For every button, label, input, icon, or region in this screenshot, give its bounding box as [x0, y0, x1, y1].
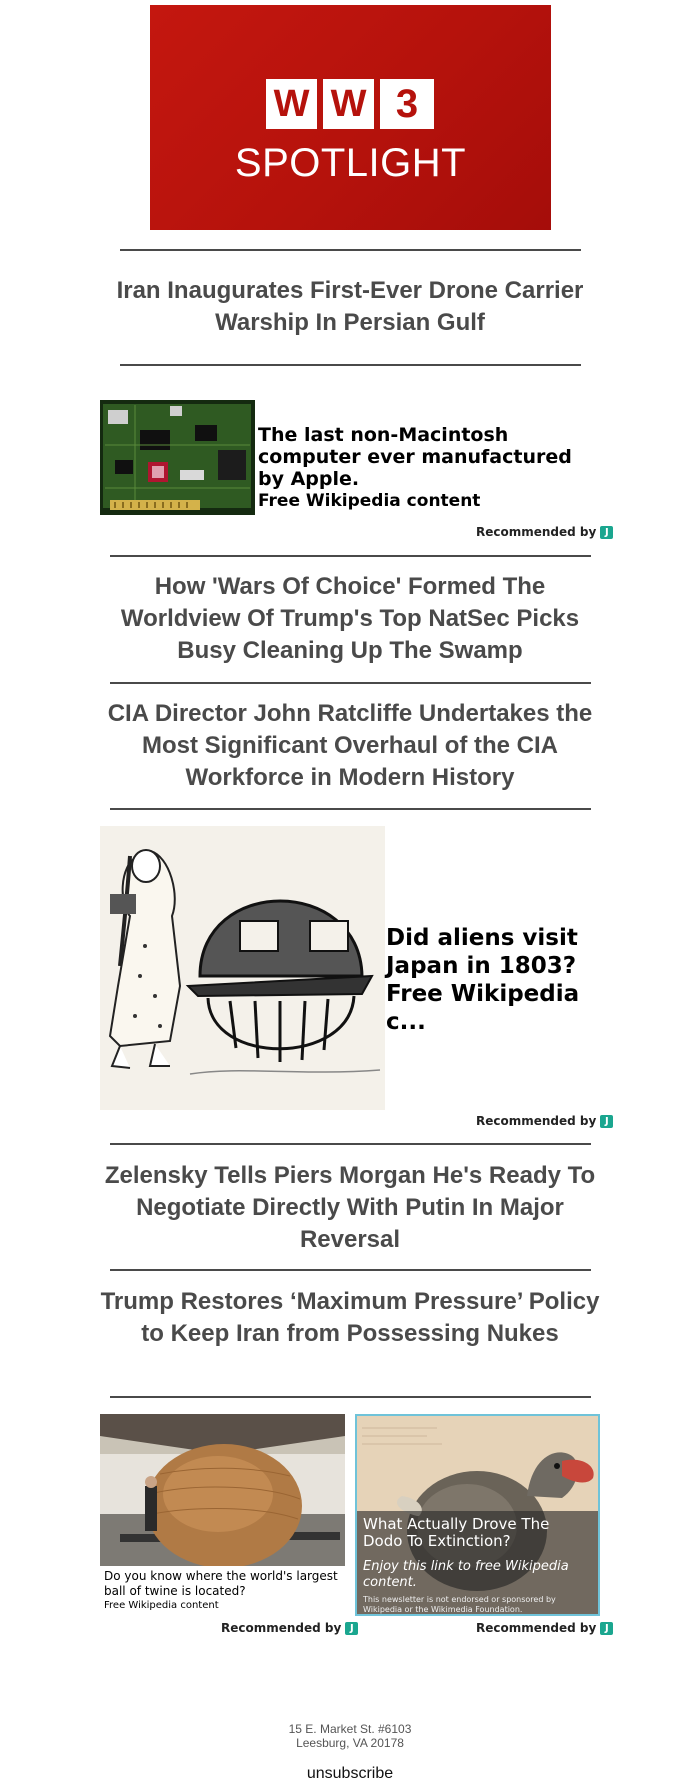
promo-apple-title: The last non-Macintosh computer ever manufactured by Apple.: [258, 424, 572, 490]
recommended-by-badge[interactable]: [476, 524, 613, 540]
promo-japan-text[interactable]: [386, 924, 596, 1036]
promo-card-dodo[interactable]: [355, 1414, 600, 1616]
divider: [110, 682, 591, 684]
promo-apple-text[interactable]: [258, 424, 598, 512]
divider: [110, 1143, 591, 1145]
unsubscribe-link[interactable]: unsubscribe: [306, 1765, 394, 1782]
promo-dodo-title: What Actually Drove The Dodo To Extinction?: [363, 1515, 550, 1550]
promo-image-twine[interactable]: [100, 1414, 345, 1566]
headline-link[interactable]: Iran Inaugurates First-Ever Drone Carrier Warship In Persian Gulf: [116, 277, 584, 336]
recommended-logo-icon: J: [600, 1622, 613, 1635]
divider: [120, 364, 581, 366]
promo-twine-sub: Free Wikipedia content: [104, 1600, 219, 1611]
recommended-by-badge[interactable]: [221, 1620, 358, 1636]
footer-address-line2: Leesburg, VA 20178: [296, 1736, 404, 1750]
promo-image-japan[interactable]: [100, 826, 385, 1110]
logo-letter-boxes: [266, 79, 434, 135]
recommended-label: Recommended by: [476, 525, 597, 539]
promo-dodo-sub: Enjoy this link to free Wikipedia content.: [363, 1559, 569, 1590]
logo-box-w2: W: [323, 79, 374, 129]
logo-box-w1: W: [266, 79, 317, 129]
headline-link[interactable]: Zelensky Tells Piers Morgan He's Ready To Negotiate Directly With Putin In Major Reversal: [104, 1162, 596, 1253]
utsuro-bune-illustration: [100, 826, 385, 1110]
twine-ball-photo: [100, 1414, 345, 1566]
divider: [110, 555, 591, 557]
promo-twine-title: Do you know where the world's largest ball of twine is located?: [104, 1569, 338, 1598]
recommended-by-badge[interactable]: [476, 1620, 613, 1636]
promo-dodo-disclaimer: This newsletter is not endorsed or sponsored by Wikipedia or the Wikimedia Foundation.: [363, 1595, 556, 1614]
promo-japan-sub: Free Wikipedia c...: [386, 981, 580, 1035]
promo-image-circuit-board[interactable]: [100, 400, 255, 515]
promo-apple-sub: Free Wikipedia content: [258, 491, 481, 511]
recommended-label: Recommended by: [476, 1114, 597, 1128]
recommended-label: Recommended by: [221, 1621, 342, 1635]
recommended-logo-icon: J: [345, 1622, 358, 1635]
recommended-logo-icon: J: [600, 1115, 613, 1128]
divider: [120, 249, 581, 251]
circuit-board-image: [100, 400, 255, 515]
ww3-spotlight-logo[interactable]: [150, 5, 551, 230]
logo-box-3: 3: [380, 79, 434, 129]
recommended-logo-icon: J: [600, 526, 613, 539]
recommended-label: Recommended by: [476, 1621, 597, 1635]
promo-japan-title: Did aliens visit Japan in 1803?: [386, 925, 578, 979]
divider: [110, 808, 591, 810]
divider: [110, 1269, 591, 1271]
headline-link[interactable]: How 'Wars Of Choice' Formed The Worldview Of Trump's Top NatSec Picks Busy Cleaning Up The Swamp: [120, 573, 580, 664]
footer-address-line1: 15 E. Market St. #6103: [288, 1722, 412, 1736]
recommended-by-badge[interactable]: [476, 1113, 613, 1129]
headline-link[interactable]: Trump Restores ‘Maximum Pressure’ Policy to Keep Iran from Possessing Nukes: [100, 1288, 600, 1347]
promo-twine-text[interactable]: [104, 1569, 344, 1612]
logo-wordmark: SPOTLIGHT: [234, 141, 467, 185]
headline-link[interactable]: CIA Director John Ratcliffe Undertakes the Most Significant Overhaul of the CIA Workforce in Modern History: [107, 700, 593, 791]
divider: [110, 1396, 591, 1398]
